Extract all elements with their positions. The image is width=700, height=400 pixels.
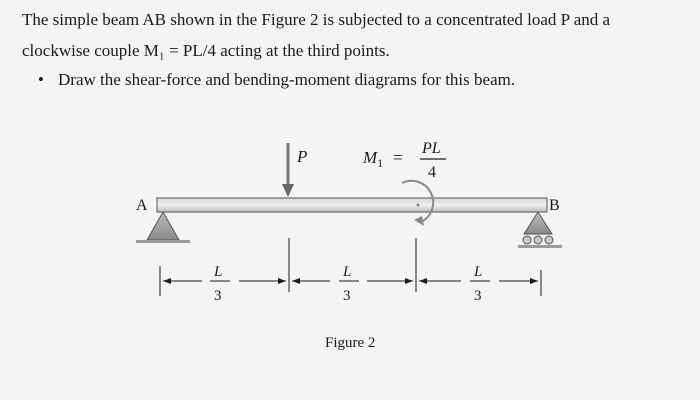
roller-support-b [518, 212, 562, 248]
moment-symbol: M [363, 148, 378, 167]
dim-1-num: L [214, 264, 223, 280]
dim-2-den: 3 [343, 288, 351, 304]
dim-3-num: L [474, 264, 483, 280]
dimension-label-1 [210, 264, 230, 304]
moment-equals: = [393, 148, 403, 167]
load-arrow-icon [282, 143, 294, 197]
beam [157, 198, 547, 212]
dimension-label-2 [339, 264, 359, 304]
dimension-label-3 [470, 264, 490, 304]
figure-caption: Figure 2 [325, 335, 376, 351]
load-label-p: P [297, 147, 308, 166]
moment-fraction-num: PL [422, 140, 441, 157]
moment-label-m [362, 148, 383, 170]
problem-line-2: clockwise couple M₁ = PL/4 acting at the third points. [22, 41, 390, 60]
bullet-dot-icon: • [38, 70, 44, 89]
dim-2-num: L [343, 264, 352, 280]
moment-subscript: 1 [377, 156, 384, 170]
dim-3-den: 3 [474, 288, 482, 304]
instruction-text: Draw the shear-force and bending-moment diagrams for this beam. [58, 70, 516, 89]
moment-fraction-den: 4 [428, 164, 436, 181]
dim-1-den: 3 [214, 288, 222, 304]
problem-line-1: The simple beam AB shown in the Figure 2 is subjected to a concentrated load P and a [22, 10, 611, 29]
support-label-a: A [136, 197, 148, 214]
support-label-b: B [549, 197, 560, 214]
pin-support-a [136, 212, 190, 243]
